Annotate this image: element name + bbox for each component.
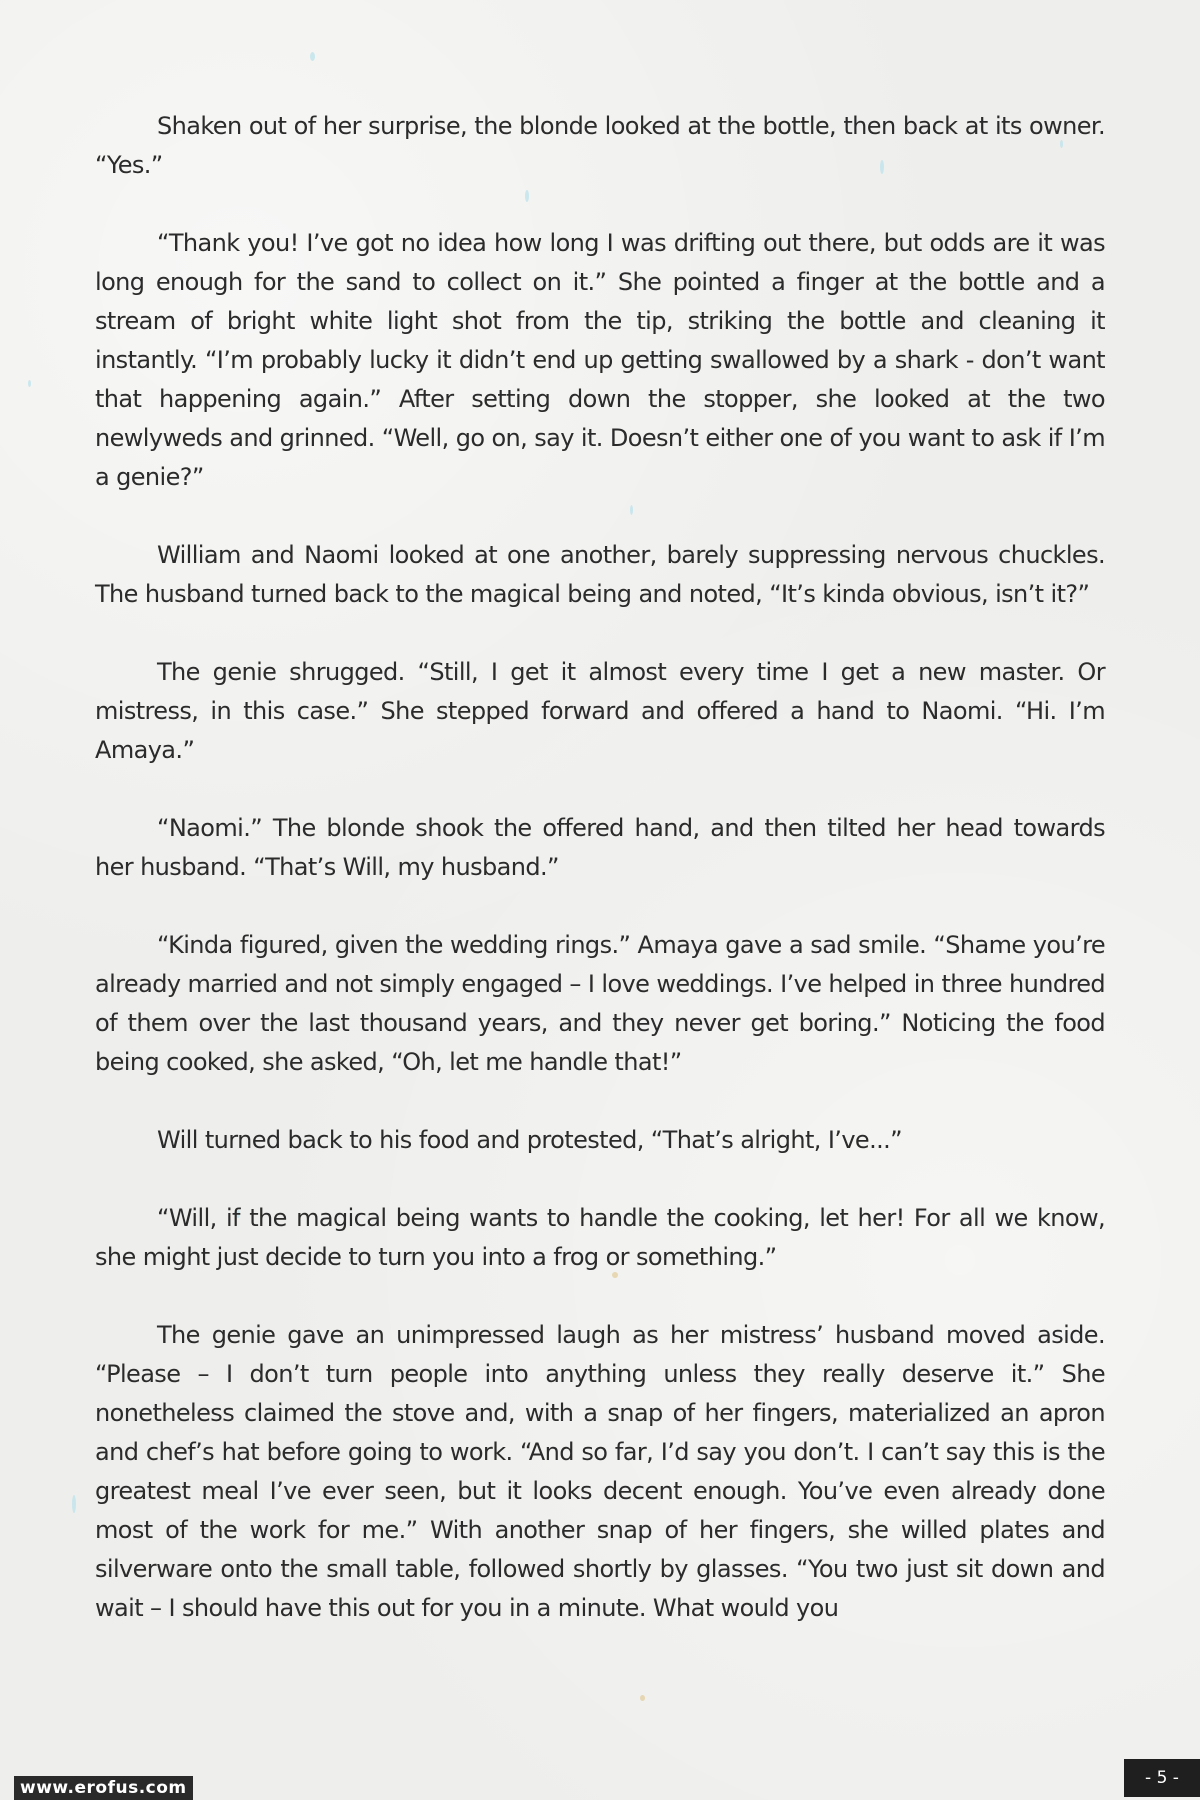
paper-speck bbox=[310, 52, 315, 61]
story-text bbox=[95, 107, 1105, 1667]
paper-speck bbox=[640, 1695, 645, 1701]
page-number-badge: - 5 - bbox=[1124, 1759, 1200, 1797]
paragraph: “Naomi.” The blonde shook the offered hand, and then tilted her head towards her husband. “That’s Will, my husband.” bbox=[95, 814, 1105, 881]
paragraph: “Will, if the magical being wants to handle the cooking, let her! For all we know, she might just decide to turn you into a frog or something.” bbox=[95, 1204, 1105, 1271]
paragraph: “Kinda figured, given the wedding rings.” Amaya gave a sad smile. “Shame you’re already married and not simply engaged – I love weddings. I’ve helped in three hundred of them over the last thousand years, and they never get boring.” Noticing the food being cooked, she asked, “Oh, let me handle that!” bbox=[95, 931, 1105, 1076]
paragraph: The genie shrugged. “Still, I get it almost every time I get a new master. Or mistress, in this case.” She stepped forward and offered a hand to Naomi. “Hi. I’m Amaya.” bbox=[95, 658, 1105, 764]
paragraph: The genie gave an unimpressed laugh as her mistress’ husband moved aside. “Please – I don’t turn people into anything unless they really deserve it.” She nonetheless claimed the stove and, with a snap of her fingers, materialized an apron and chef’s hat before going to work. “And so far, I’d say you don’t. I can’t say this is the greatest meal I’ve ever seen, but it looks decent enough. You’ve even already done most of the work for me.” With another snap of her fingers, she willed plates and silverware onto the small table, followed shortly by glasses. “You two just sit down and wait – I should have this out for you in a minute. What would you bbox=[95, 1321, 1105, 1622]
paper-speck bbox=[72, 1495, 76, 1513]
paragraph: “Thank you! I’ve got no idea how long I was drifting out there, but odds are it was long enough for the sand to collect on it.” She pointed a finger at the bottle and a stream of bright white light shot from the tip, striking the bottle and cleaning it instantly. “I’m probably lucky it didn’t end up getting swallowed by a shark - don’t want that happening again.” After setting down the stopper, she looked at the two newlyweds and grinned. “Well, go on, say it. Doesn’t either one of you want to ask if I’m a genie?” bbox=[95, 229, 1105, 491]
paper-speck bbox=[28, 380, 31, 387]
paragraph: Shaken out of her surprise, the blonde looked at the bottle, then back at its owner. “Yes.” bbox=[95, 112, 1105, 179]
site-watermark: www.erofus.com bbox=[14, 1776, 193, 1800]
paragraph: Will turned back to his food and protested, “That’s alright, I’ve...” bbox=[157, 1126, 903, 1154]
paragraph: William and Naomi looked at one another, barely suppressing nervous chuckles. The husband turned back to the magical being and noted, “It’s kinda obvious, isn’t it?” bbox=[95, 541, 1105, 608]
